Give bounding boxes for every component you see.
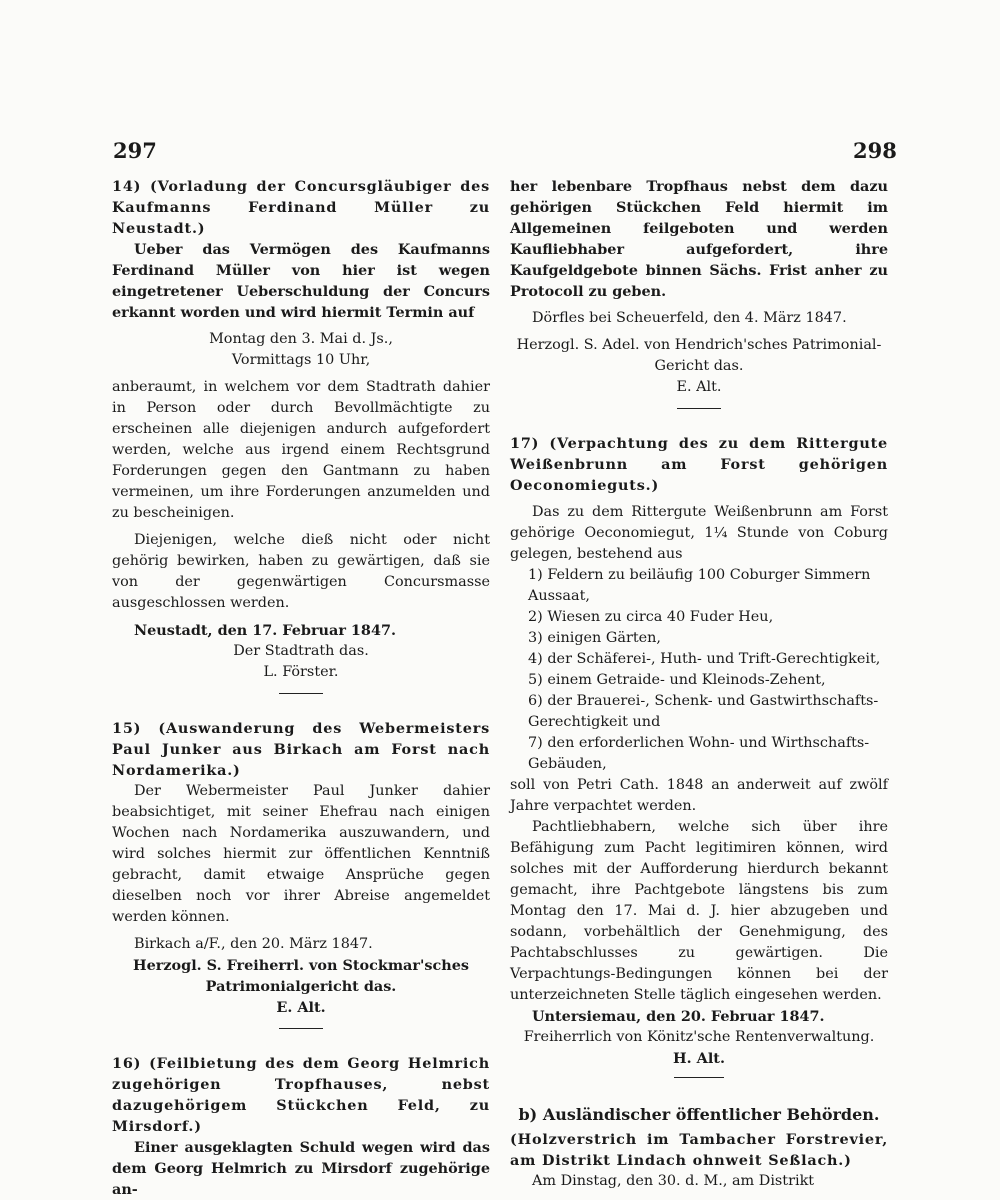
right-column [510, 176, 888, 1192]
place-date: Birkach a/F., den 20. März 1847. [134, 936, 373, 952]
separator-rule [279, 693, 323, 694]
notice-heading: 15) (Auswanderung des Webermeisters Paul Junker aus Birkach am Forst nach Nordamerika.) [112, 720, 490, 779]
place-date: Dörfles bei Scheuerfeld, den 4. März 1847. [532, 310, 847, 326]
list-item: 3) einigen Gärten, [528, 630, 662, 646]
signer: E. Alt. [276, 999, 326, 1016]
list-item: 1) Feldern zu beiläufig 100 Coburger Simmern Aussaat, [528, 567, 871, 604]
page-number-left: 297 [113, 138, 157, 163]
separator-rule [677, 408, 721, 409]
notice-paragraph: Einer ausgeklagten Schuld wegen wird das dem Georg Helmrich zu Mirsdorf zugehörige an- [112, 1139, 490, 1198]
separator-rule [279, 1028, 323, 1029]
notice-heading: (Holzverstrich im Tambacher Forstrevier, am Distrikt Lindach ohnweit Seßlach.) [510, 1131, 888, 1169]
left-column [112, 176, 490, 1200]
notice-heading: 17) (Verpachtung des zu dem Rittergute Weißenbrunn am Forst gehörigen Oeconomieguts.) [510, 435, 888, 494]
notice-heading: 14) (Vorladung der Concursgläubiger des Kaufmanns Ferdinand Müller zu Neustadt.) [112, 178, 490, 237]
authority: Herzogl. S. Freiherrl. von Stockmar'sches Patrimonialgericht das. [133, 957, 469, 995]
notice-16-continued [510, 176, 888, 409]
notice-paragraph: Diejenigen, welche dieß nicht oder nicht gehörig bewirken, haben zu gewärtigen, daß sie von der gegenwärtigen Concursmasse ausgeschlossen werden. [112, 532, 490, 611]
section-b [510, 1104, 888, 1192]
place-date: Untersiemau, den 20. Februar 1847. [532, 1008, 825, 1025]
notice-paragraph: soll von Petri Cath. 1848 an anderweit auf zwölf Jahre verpachtet werden. [510, 777, 888, 814]
notice-paragraph: Der Webermeister Paul Junker dahier beabsichtiget, mit seiner Ehefrau nach einigen Wochen nach Nordamerika auszuwandern, und wird solches hiermit zur öffentlichen Kenntniß gebracht, damit etwaige Ansprüche gegen dieselben noch vor ihrer Abreise angemeldet werden können. [112, 783, 490, 925]
list-item: 6) der Brauerei-, Schenk- und Gastwirthschafts-Gerechtigkeit und [528, 693, 879, 730]
notice-16 [112, 1053, 490, 1200]
notice-paragraph: her lebenbare Tropfhaus nebst dem dazu gehörigen Stückchen Feld hiermit im Allgemeinen feilgeboten und werden Kaufliebhaber aufgefordert, ihre Kaufgeldgebote binnen Sächs. Frist anher zu Protocoll zu geben. [510, 178, 888, 300]
notice-14 [112, 176, 490, 694]
list-item: 4) der Schäferei-, Huth- und Trift-Gerechtigkeit, [528, 651, 881, 667]
time-line: Vormittags 10 Uhr, [231, 352, 371, 368]
notice-paragraph: Ueber das Vermögen des Kaufmanns Ferdinand Müller von hier ist wegen eingetretener Ueberschuldung der Concurs erkannt worden und wird hiermit Termin auf [112, 241, 490, 321]
authority: Herzogl. S. Adel. von Hendrich'sches Patrimonial-Gericht das. [516, 337, 882, 374]
signer: H. Alt. [673, 1050, 725, 1067]
notice-heading: 16) (Feilbietung des dem Georg Helmrich zugehörigen Tropfhauses, nebst dazugehörigem Stückchen Feld, zu Mirsdorf.) [112, 1055, 490, 1135]
notice-15 [112, 718, 490, 1029]
authority: Freiherrlich von Könitz'sche Rentenverwaltung. [523, 1029, 875, 1045]
place-date: Neustadt, den 17. Februar 1847. [134, 622, 396, 639]
signer: E. Alt. [676, 379, 722, 395]
notice-17 [510, 433, 888, 1078]
notice-paragraph: Pachtliebhabern, welche sich über ihre Befähigung zum Pacht legitimiren können, wird solches mit der Aufforderung hierdurch bekannt gemacht, ihre Pachtgebote längstens bis zum Montag den 17. Mai d. J. hier abzugeben und sodann, vorbehältlich der Genehmigung, des Pachtabschlusses zu gewärtigen. Die Verpachtungs-Bedingungen können bei der unterzeichneten Stelle täglich eingesehen werden. [510, 819, 888, 1003]
authority: Der Stadtrath das. [233, 643, 369, 659]
list-item: 7) den erforderlichen Wohn- und Wirthschafts-Gebäuden, [528, 735, 870, 772]
list-item: 5) einem Getraide- und Kleinods-Zehent, [528, 672, 826, 688]
item-list [510, 565, 888, 775]
page-number-right: 298 [853, 138, 897, 163]
notice-paragraph: anberaumt, in welchem vor dem Stadtrath dahier in Person oder durch Bevollmächtigte zu erscheinen alle diejenigen andurch aufgefordert werden, welche aus irgend einem Rechtsgrund Forderungen gegen den Gantmann zu haben vermeinen, um ihre Forderungen anzumelden und zu bescheinigen. [112, 379, 490, 521]
section-heading: b) Ausländischer öffentlicher Behörden. [518, 1105, 880, 1124]
separator-rule [674, 1077, 724, 1078]
date-line: Montag den 3. Mai d. Js., [209, 331, 393, 347]
notice-paragraph: Am Dinstag, den 30. d. M., am Distrikt [532, 1173, 815, 1189]
signer: L. Förster. [263, 664, 339, 680]
notice-paragraph: Das zu dem Rittergute Weißenbrunn am Forst gehörige Oeconomiegut, 1¼ Stunde von Coburg gelegen, bestehend aus [510, 504, 888, 562]
list-item: 2) Wiesen zu circa 40 Fuder Heu, [528, 609, 774, 625]
